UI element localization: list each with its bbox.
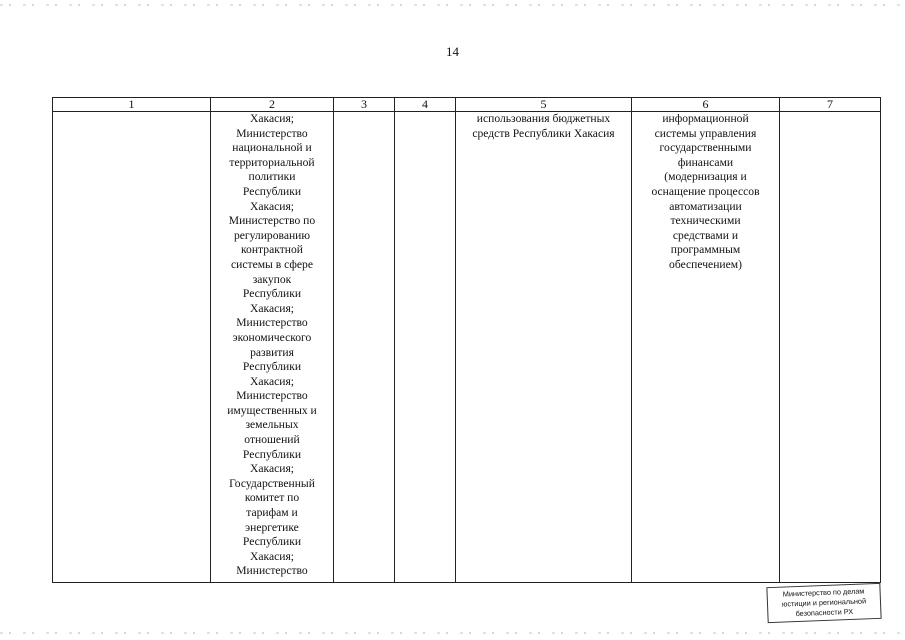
- cell-col-5: [456, 112, 632, 583]
- text-line: автоматизации: [669, 199, 742, 213]
- text-line: энергетике: [245, 520, 299, 534]
- page-number: 14: [446, 44, 459, 59]
- text-line: средств Республики Хакасия: [472, 126, 615, 140]
- text-line: Хакасия;: [249, 301, 295, 315]
- document-table: [52, 97, 881, 583]
- text-line: комитет по: [244, 491, 300, 505]
- table-header-row: [53, 98, 881, 112]
- text-line: регулированию: [233, 228, 311, 242]
- text-line: тарифам и: [246, 506, 298, 520]
- text-line: программным: [670, 243, 741, 257]
- text-line: Министерство по: [228, 214, 316, 228]
- text-line: государственными: [659, 141, 752, 155]
- text-line: Государственный: [229, 476, 315, 490]
- cell-col-7: [780, 112, 881, 583]
- text-line: использования бюджетных: [476, 112, 611, 125]
- text-line: системы в сфере: [231, 257, 313, 271]
- text-line: экономического: [232, 330, 312, 344]
- text-line: Министерство по делам: [782, 586, 865, 599]
- scan-artifact-bottom: [0, 632, 905, 634]
- text-line: отношений: [244, 433, 300, 447]
- text-line: политики: [248, 170, 296, 184]
- text-line: Республики: [242, 360, 302, 374]
- cell-col-6: [632, 112, 780, 583]
- registration-stamp: [766, 583, 881, 623]
- text-line: Хакасия;: [249, 199, 295, 213]
- text-line: национальной и: [232, 141, 312, 155]
- text-line: оснащение процессов: [651, 184, 760, 198]
- text-line: безопасности РХ: [795, 606, 854, 619]
- text-line: Министерство: [236, 389, 308, 403]
- text-line: имущественных и: [227, 403, 317, 417]
- text-line: Республики: [242, 447, 302, 461]
- text-line: Хакасия;: [249, 112, 295, 125]
- text-line: Министерство: [236, 126, 308, 140]
- column-header-5: 5: [456, 98, 632, 112]
- text-line: Республики: [242, 287, 302, 301]
- text-line: Министерство: [236, 316, 308, 330]
- text-line: закупок: [252, 272, 292, 286]
- cell-col-3: [334, 112, 395, 583]
- text-line: финансами: [677, 155, 734, 169]
- text-line: контрактной: [241, 243, 303, 257]
- text-line: Республики: [242, 184, 302, 198]
- cell-col-2-responsible-bodies: [211, 112, 334, 583]
- text-line: Хакасия;: [249, 549, 295, 563]
- column-header-3: 3: [334, 98, 395, 112]
- cell-col-4: [395, 112, 456, 583]
- cell-col-1: [53, 112, 211, 583]
- text-line: средствами и: [672, 228, 739, 242]
- column-header-6: 6: [632, 98, 780, 112]
- text-line: развития: [250, 345, 294, 359]
- text-line: земельных: [245, 418, 299, 432]
- column-header-7: 7: [780, 98, 881, 112]
- scan-artifact-top: [0, 4, 905, 6]
- text-line: Хакасия;: [249, 374, 295, 388]
- text-line: обеспечением): [669, 257, 742, 271]
- text-line: Республики: [242, 535, 302, 549]
- column-header-1: 1: [53, 98, 211, 112]
- text-line: юстиции и региональной: [781, 596, 867, 609]
- column-header-2: 2: [211, 98, 334, 112]
- column-header-4: 4: [395, 98, 456, 112]
- text-line: информационной: [662, 112, 749, 125]
- text-line: Министерство: [236, 564, 308, 578]
- text-line: системы управления: [654, 126, 757, 140]
- text-line: (модернизация и: [664, 170, 747, 184]
- text-line: техническими: [670, 214, 741, 228]
- text-line: Хакасия;: [249, 462, 295, 476]
- text-line: территориальной: [229, 155, 315, 169]
- table-row: [53, 112, 881, 583]
